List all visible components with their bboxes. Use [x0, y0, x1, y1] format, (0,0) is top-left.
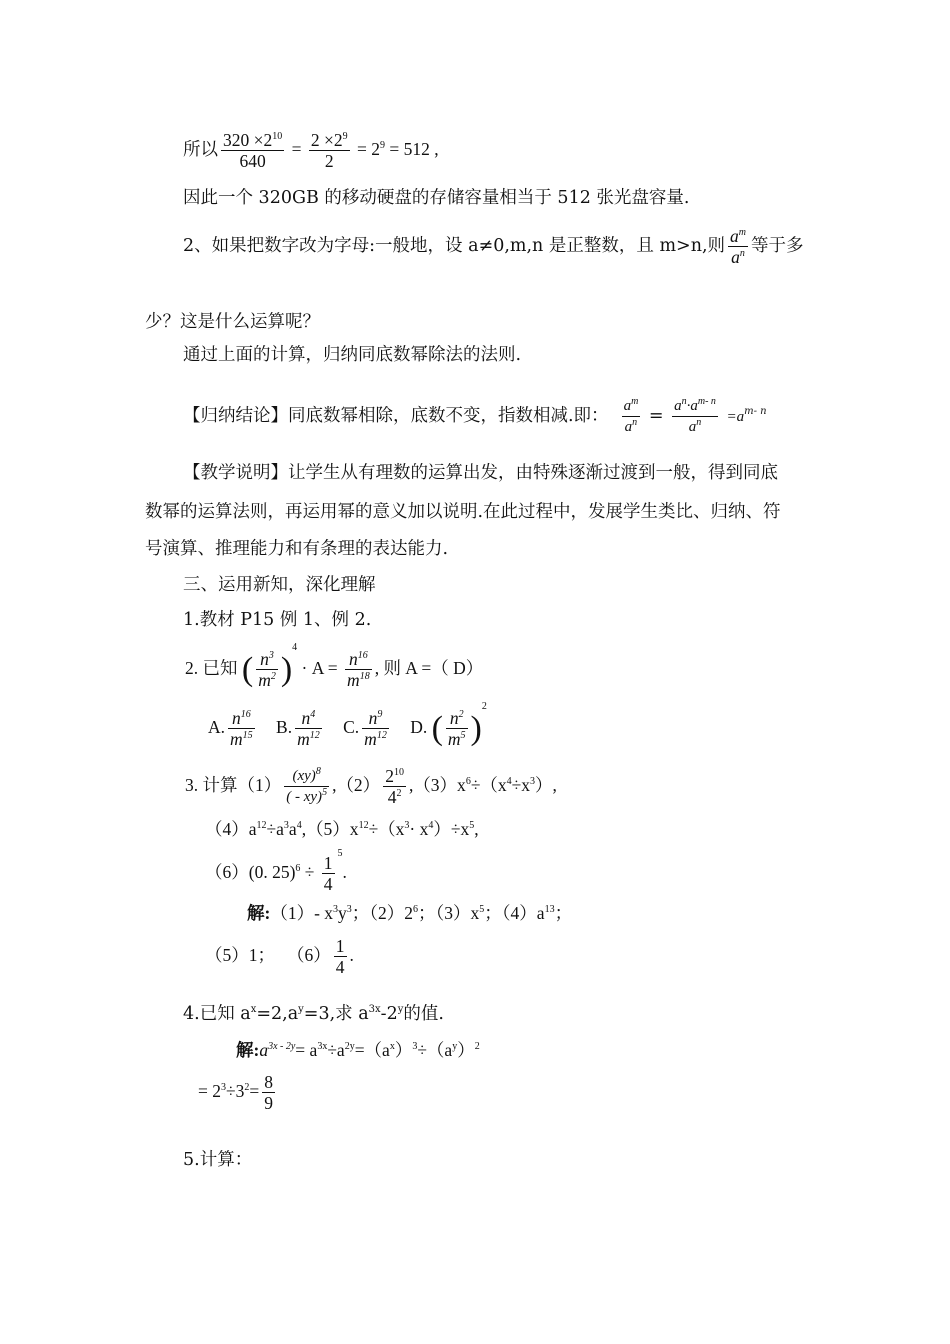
part-2: ,（2）: [332, 775, 381, 795]
problem-2: 2. 已知 ( $\frac{n^3}{m^2}$ )$^4$ · A = $\frac{n^{16}}{m^{18}}$ , 则 A =（ D）: [185, 642, 484, 691]
fraction-1: $\frac{a^m}{a^n}$: [623, 396, 639, 435]
times-a: · A =: [301, 658, 338, 678]
fraction-n3-m2: $\frac{n^3}{m^2}$: [258, 649, 276, 691]
paragraph-line: 少？这是什么运算呢？: [145, 312, 320, 332]
paragraph-line: 1.教材 P15 例 1、例 2.: [183, 610, 372, 630]
problem-3: 3. 计算（1） $\frac{(xy)^8}{( - xy)^5}$ ,（2） $\frac{2^{10}}{4^2}$ $,(3)x^6\div(x^4\div x^3)$,: [185, 766, 557, 808]
paragraph-line: 数幂的运算法则，再运用幂的意义加以说明.在此过程中，发展学生类比、归纳、符: [145, 502, 781, 522]
options: A. $\frac{n^{16}}{m^{15}}$ B. $\frac{n^4}{m^{12}}$ C. $\frac{n^9}{m^{12}}$ D. ( $\frac{n^2}{m^5}$ )$^2$: [208, 701, 487, 750]
paragraph-line: 因此一个 320GB 的移动硬盘的存储容量相当于 512 张光盘容量.: [183, 188, 690, 208]
question-text: 2、如果把数字改为字母:一般地，设 a≠0,m,n 是正整数，且 m>n,则: [183, 236, 726, 256]
question-tail: 等于多: [751, 236, 804, 256]
option-d-frac: $\frac{n^2}{m^5}$: [447, 708, 466, 750]
option-d: D.: [410, 717, 428, 737]
text-prefix: 所以: [183, 139, 218, 159]
problem-5: 5.计算：: [183, 1150, 253, 1170]
solution-4: 解$:a^{3x - 2y}= a^{3x}\div a^{2y}=(a^x)^3\div(a^y)^2$: [236, 1040, 480, 1060]
part-3: ,（3）x: [408, 775, 466, 795]
solution-label: 解:: [236, 1040, 260, 1060]
problem-3-part6: （6）(0. 25)$^6$ ÷ $\frac{1}{4}$ $^5$.: [205, 848, 347, 895]
fraction-1-4: $\frac{1}{4}$: [335, 936, 345, 978]
option-b-frac: $\frac{n^4}{m^{12}}$: [297, 708, 320, 750]
option-c-frac: $\frac{n^9}{m^{12}}$: [364, 708, 387, 750]
fraction-1-4: $\frac{1}{4}$: [323, 853, 333, 895]
equals: =: [648, 406, 664, 426]
answer: , 则 A =（ D）: [374, 658, 484, 678]
fraction-8-9: $\frac{8}{9}$: [264, 1072, 273, 1114]
paragraph-line: 【教学说明】让学生从有理数的运算出发，由特殊逐渐过渡到一般，得到同底: [183, 463, 778, 483]
conclusion-text: 【归纳结论】同底数幂相除，底数不变，指数相减.即：: [183, 406, 609, 426]
solution-label: 解:: [247, 903, 271, 923]
paragraph-line: 号演算、推理能力和有条理的表达能力.: [145, 539, 449, 559]
conclusion-line: 【归纳结论】同底数幂相除，底数不变，指数相减.即： $\frac{a^m}{a^n}$ = $\frac{a^n\cdot a^{m- n}}{a^n}$ $=a^{m- n}$: [183, 396, 767, 435]
solution-4-result: = $2^3\div 3^2=$ $\frac{8}{9}$: [198, 1072, 273, 1114]
paragraph-line: 通过上面的计算，归纳同底数幂除法的法则.: [183, 345, 522, 365]
problem-lead: 2. 已知: [185, 658, 238, 678]
term: = 2: [357, 139, 380, 159]
result: = 512 ,: [389, 139, 439, 159]
result: =a: [726, 409, 745, 425]
fraction-n16-m18: $\frac{n^{16}}{m^{18}}$: [347, 649, 370, 691]
fraction-2: $\frac{a^n\cdot a^{m- n}}{a^n}$: [674, 396, 716, 435]
option-a: A.: [208, 717, 226, 737]
calc-line-1: 所以 $\frac{320 \times 2^{10}}{640}$ = $\frac{2 \times 2^9}{2}$ = $2^9 = 512$ ,: [183, 130, 439, 172]
solution-3: 解:（1）- $x^3y^3$；$(2)2^6$；$(3)x^5$；$(4)a^{13}$；: [247, 903, 573, 923]
fraction-am-an: $\frac{a^m}{a^n}$: [730, 226, 747, 267]
option-a-frac: $\frac{n^{16}}{m^{15}}$: [230, 708, 253, 750]
problem-lead: 3. 计算（1）: [185, 775, 282, 795]
option-b: B.: [276, 717, 293, 737]
fraction-xy: $\frac{(xy)^8}{( - xy)^5}$: [286, 766, 328, 806]
section-heading: 三、运用新知，深化理解: [183, 575, 376, 595]
fraction-1: $\frac{320 \times 2^{10}}{640}$: [223, 130, 283, 172]
solution-3-cont: （5）1； （6） $\frac{1}{4}$ .: [205, 936, 354, 978]
equals: =: [291, 139, 302, 159]
fraction-2-4: $\frac{2^{10}}{4^2}$: [385, 766, 404, 808]
fraction-2: $\frac{2 \times 2^9}{2}$: [310, 130, 348, 172]
problem-4: 4.已知 $a^x=2,a^y=3$,求 $a^{3x}-2^y$的值.: [183, 1004, 444, 1024]
question-line: [183, 224, 804, 268]
problem-3-cont: $(4)a^{12}\div a^3a^4,(5)x^{12}\div(x^3\cdot x^4)\div x^5$,: [205, 819, 479, 839]
option-c: C.: [343, 717, 360, 737]
